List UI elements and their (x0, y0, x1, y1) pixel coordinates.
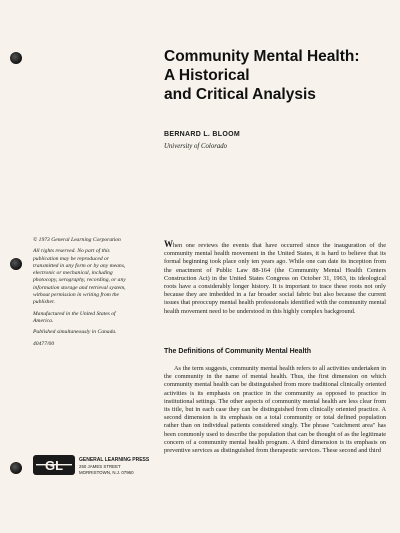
publisher-name: GENERAL LEARNING PRESS (79, 457, 150, 463)
publisher-logo-icon (33, 455, 75, 475)
article-title (164, 47, 394, 104)
section-paragraph: As the term suggests, community mental health refers to all activities undertaken in the community in the name of mental health. Thus, the first dimension on which community mental health can be distinguished from more traditional clinically oriented activities is its emphasis on practice in the community as opposed to practice in institutional settings. The other aspects of community mental health are less clear from its title, but in each case they can be distinguished from clinically oriented practice. A second dimension is its emphasis on a total community or total defined population rather than on individual patients considered singly. The phrase "catchment area" has been commonly used to describe the population that can be thought of as the legitimate concern of a community mental health program. A third dimension is its emphasis on preventive services as distinguished from therapeutic services. These second and third (164, 365, 386, 455)
logo-letters: GL (44, 458, 64, 473)
rights-statement: All rights reserved. No part of this publication may be reproduced or transmitted in any form or by any means, electronic or mechanical, including photocopy, xerography, recording, or any information storage and retrieval system, without permission in writing from the publisher. (33, 248, 126, 306)
title-line-3: and Critical Analysis (164, 86, 316, 103)
publisher-address-city: MORRISTOWN, N.J. 07960 (79, 470, 134, 475)
copyright-sidebar (33, 237, 133, 352)
section-heading: The Definitions of Community Mental Health (164, 348, 312, 355)
binder-hole-middle (10, 258, 22, 270)
intro-text: hen one reviews the events that have occurred since the inauguration of the community mental health movement in the United States, it is hard to believe that its formal beginning took place only ten years ago. While one can date its inception from the enactment of Public Law 88-164 (the Community Mental Health Centers Construction Act) in the United States Congress on October 31, 1963, its ideological roots have a considerably longer history. It is important to trace these roots not only because they are imbedded in a far broader social fabric but also because the current issues that preoccupy mental health professionals identified with the community mental health movement need to be understood in this highly complex background. (164, 242, 386, 315)
binder-hole-top (10, 52, 22, 64)
author-affiliation: University of Colorado (164, 143, 228, 150)
manufacture-statement: Manufactured in the United States of America. (33, 310, 116, 324)
title-line-1: Community Mental Health: (164, 48, 360, 65)
publication-statement: Published simultaneously in Canada. (33, 329, 117, 336)
drop-cap: W (164, 239, 173, 249)
binder-hole-bottom (10, 462, 22, 474)
publisher-address-street: 250 JAMES STREET (79, 464, 121, 469)
title-line-2: A Historical (164, 67, 250, 84)
author-name: BERNARD L. BLOOM (164, 131, 240, 138)
intro-paragraph (164, 240, 386, 316)
copyright-notice: © 1973 General Learning Corporation (33, 237, 121, 243)
catalog-code: 40477/00 (33, 340, 55, 347)
